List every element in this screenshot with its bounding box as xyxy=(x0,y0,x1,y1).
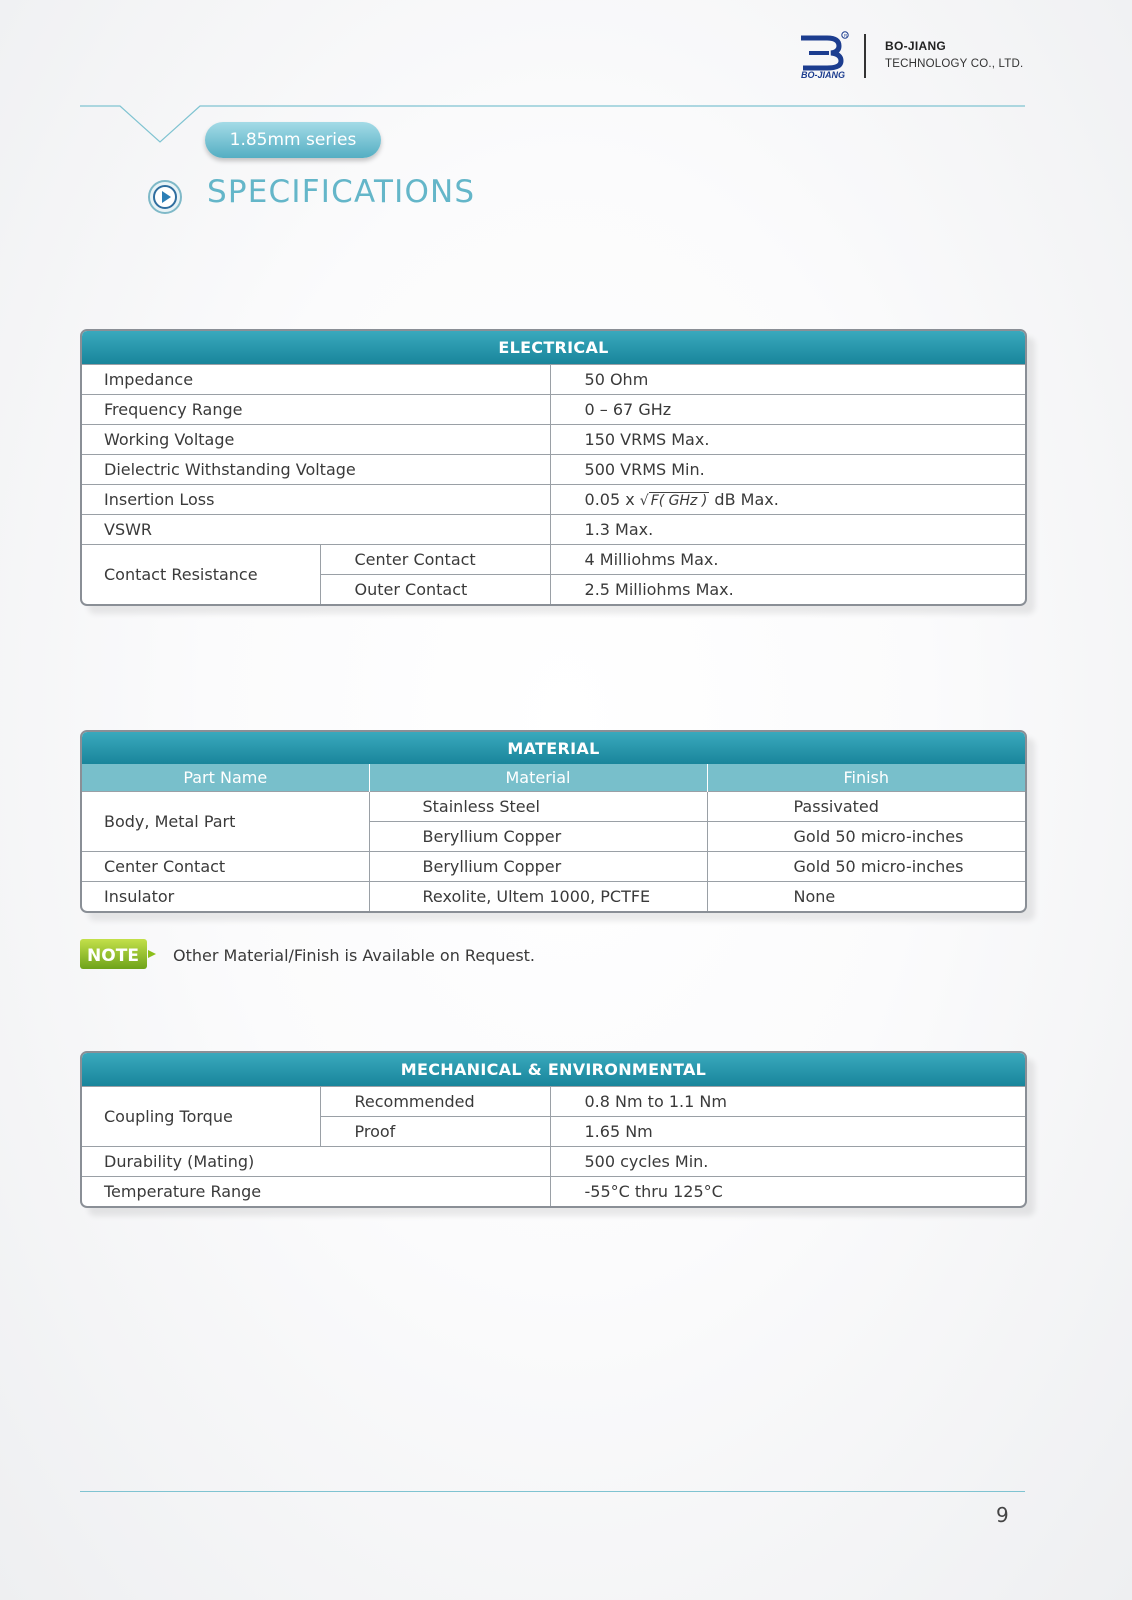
column-header: Finish xyxy=(707,764,1025,792)
spec-label: Dielectric Withstanding Voltage xyxy=(82,455,550,485)
finish-value: Passivated xyxy=(707,792,1025,822)
spec-sublabel: Proof xyxy=(320,1117,550,1147)
logo-separator xyxy=(864,34,866,78)
table-row xyxy=(82,515,1025,545)
spec-value: 1.3 Max. xyxy=(550,515,1025,545)
electrical-heading: ELECTRICAL xyxy=(82,331,1025,364)
note-text: Other Material/Finish is Available on Request. xyxy=(173,946,536,965)
table-row xyxy=(82,1147,1025,1177)
spec-label: Coupling Torque xyxy=(82,1087,320,1147)
page-title: SPECIFICATIONS xyxy=(207,174,476,210)
table-row xyxy=(82,792,1025,822)
spec-value xyxy=(550,485,1025,515)
spec-label: Insertion Loss xyxy=(82,485,550,515)
table-row xyxy=(82,455,1025,485)
spec-value: 50 Ohm xyxy=(550,365,1025,395)
spec-value: 1.65 Nm xyxy=(550,1117,1025,1147)
sqrt-formula: √ F( GHz ) xyxy=(639,493,708,509)
spec-value: 150 VRMS Max. xyxy=(550,425,1025,455)
play-icon xyxy=(147,179,183,215)
table-row xyxy=(82,425,1025,455)
page-number: 9 xyxy=(996,1503,1009,1527)
table-row xyxy=(82,545,1025,575)
spec-label: Contact Resistance xyxy=(82,545,320,605)
logo-wordmark: BO-JIANG xyxy=(800,70,846,80)
mechanical-heading: MECHANICAL & ENVIRONMENTAL xyxy=(82,1053,1025,1086)
spec-label: Durability (Mating) xyxy=(82,1147,550,1177)
part-name: Insulator xyxy=(82,882,369,912)
finish-value: Gold 50 micro-inches xyxy=(707,822,1025,852)
footer-divider xyxy=(80,1491,1025,1492)
formula-text: F( GHz ) xyxy=(650,493,708,509)
table-row xyxy=(82,365,1025,395)
column-header: Material xyxy=(369,764,707,792)
table-row xyxy=(82,1177,1025,1207)
company-subtitle: TECHNOLOGY CO., LTD. xyxy=(885,58,1024,70)
spec-value: 500 VRMS Min. xyxy=(550,455,1025,485)
spec-value: 500 cycles Min. xyxy=(550,1147,1025,1177)
part-name: Center Contact xyxy=(82,852,369,882)
material-value: Beryllium Copper xyxy=(369,852,707,882)
note-label: NOTE xyxy=(87,946,139,966)
material-value: Rexolite, Ultem 1000, PCTFE xyxy=(369,882,707,912)
spec-value: 0.8 Nm to 1.1 Nm xyxy=(550,1087,1025,1117)
table-row xyxy=(82,395,1025,425)
electrical-table xyxy=(80,329,1027,606)
bojiang-logo xyxy=(795,30,851,80)
spec-label: VSWR xyxy=(82,515,550,545)
table-row xyxy=(82,882,1025,912)
material-value: Beryllium Copper xyxy=(369,822,707,852)
part-name: Body, Metal Part xyxy=(82,792,369,852)
finish-value: None xyxy=(707,882,1025,912)
svg-text:R: R xyxy=(844,32,848,38)
spec-sublabel: Outer Contact xyxy=(320,575,550,605)
insertion-loss-prefix: 0.05 x xyxy=(584,490,635,509)
spec-value: 4 Milliohms Max. xyxy=(550,545,1025,575)
mechanical-table xyxy=(80,1051,1027,1208)
spec-label: Frequency Range xyxy=(82,395,550,425)
spec-value: 0 – 67 GHz xyxy=(550,395,1025,425)
column-header-row xyxy=(82,764,1025,792)
material-value: Stainless Steel xyxy=(369,792,707,822)
spec-label: Impedance xyxy=(82,365,550,395)
spec-sublabel: Recommended xyxy=(320,1087,550,1117)
company-name: BO-JIANG xyxy=(885,39,947,53)
insertion-loss-suffix: dB Max. xyxy=(714,490,779,509)
spec-sublabel: Center Contact xyxy=(320,545,550,575)
finish-value: Gold 50 micro-inches xyxy=(707,852,1025,882)
spec-label: Working Voltage xyxy=(82,425,550,455)
material-heading: MATERIAL xyxy=(82,732,1025,764)
table-row xyxy=(82,1087,1025,1117)
spec-value: -55°C thru 125°C xyxy=(550,1177,1025,1207)
table-row xyxy=(82,852,1025,882)
series-badge: 1.85mm series xyxy=(205,122,381,158)
table-row xyxy=(82,485,1025,515)
column-header: Part Name xyxy=(82,764,369,792)
note-badge xyxy=(80,939,160,969)
spec-value: 2.5 Milliohms Max. xyxy=(550,575,1025,605)
material-table xyxy=(80,730,1027,913)
spec-label: Temperature Range xyxy=(82,1177,550,1207)
